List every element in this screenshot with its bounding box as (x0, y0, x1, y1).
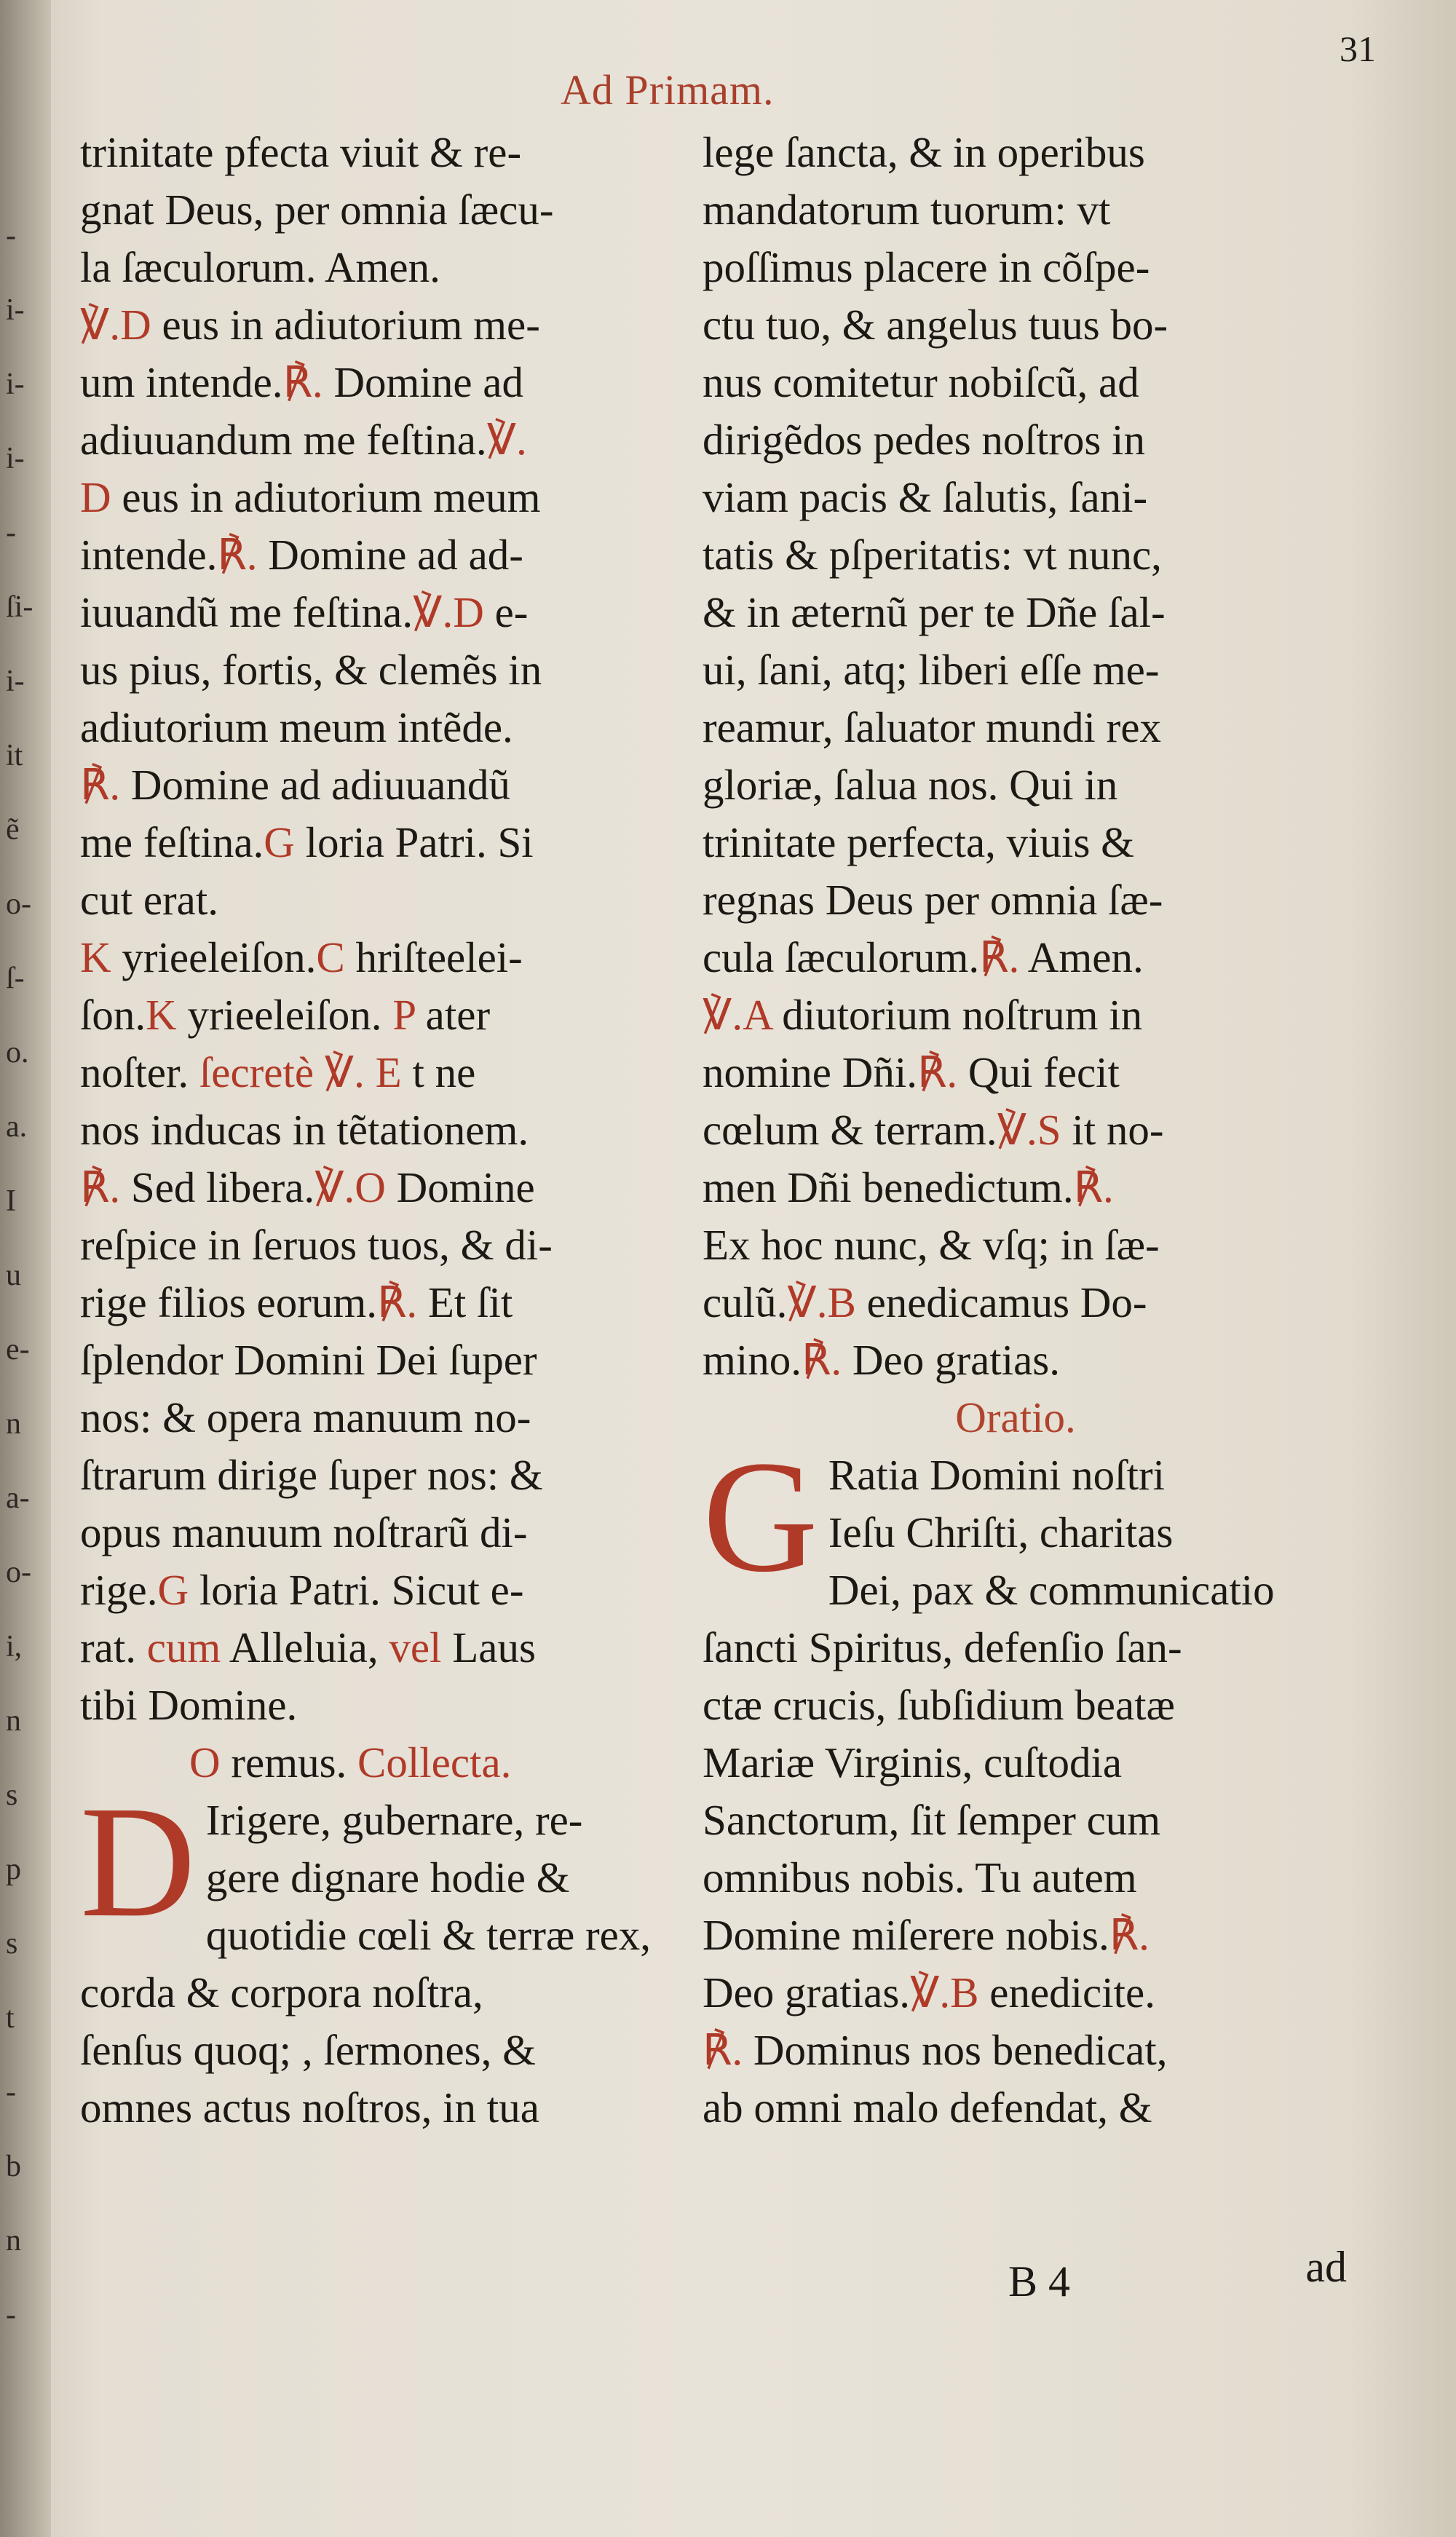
drop-cap-initial: D (80, 1773, 196, 1950)
margin-fragment: s (6, 1778, 18, 1812)
margin-fragment: ſi- (6, 590, 33, 624)
text-run: ater (414, 991, 491, 1039)
text-line (703, 1849, 1329, 1907)
text-run: ab omni malo defendat, & (703, 2083, 1152, 2132)
text-run: Ex hoc nunc, & vſq; in ſæ- (703, 1221, 1160, 1269)
text-line (703, 469, 1329, 526)
rubric-mark: ℟. (1073, 1163, 1114, 1211)
text-run: Ieſu Chriſti, charitas (828, 1508, 1174, 1556)
text-run: loria Patri. Si (294, 818, 534, 866)
left-column (80, 124, 684, 2137)
text-line (703, 584, 1329, 641)
text-run: viam pacis & ſalutis, ſani- (703, 473, 1148, 521)
section-heading: Collecta. (347, 1738, 512, 1786)
margin-fragment: n (6, 1704, 21, 1738)
margin-fragment: o. (6, 1036, 29, 1069)
text-run: enedicamus Do- (855, 1278, 1147, 1326)
text-line (703, 756, 1329, 814)
text-run: hriſteelei- (344, 933, 523, 981)
rubric-mark: ℣.D (413, 588, 484, 636)
rubric-mark: G (264, 818, 295, 866)
text-line (703, 181, 1329, 239)
text-line (80, 1677, 684, 1734)
text-run: e- (483, 588, 529, 636)
text-run: Deo gratias. (842, 1336, 1060, 1384)
rubric-mark: ℟. (80, 761, 121, 809)
text-run: Domine (385, 1163, 535, 1211)
text-run: yrieeleiſon. (176, 991, 393, 1039)
rubric-mark: O (189, 1738, 221, 1786)
margin-fragment: a- (6, 1481, 30, 1515)
text-line (703, 1734, 1329, 1792)
text-line (80, 526, 684, 584)
text-line (80, 2079, 684, 2137)
text-run: Alleluia, (221, 1623, 379, 1671)
text-run: ſon. (80, 991, 146, 1039)
rubric-mark: ℟. (1109, 1911, 1150, 1959)
text-run: Sed libera. (120, 1163, 315, 1211)
text-run: noſter. (80, 1048, 189, 1096)
text-line (703, 1619, 1329, 1677)
text-line (703, 1216, 1329, 1274)
text-line (80, 871, 684, 929)
rubric-mark: ℣.O (314, 1163, 386, 1211)
rubric-mark: ℣.B (787, 1278, 856, 1326)
text-run: omnibus nobis. Tu autem (703, 1853, 1137, 1901)
text-run: Deo gratias. (703, 1968, 911, 2016)
text-run: ui, ſani, atq; liberi eſſe me- (703, 646, 1160, 694)
text-run: omnes actus noſtros, in tua (80, 2083, 539, 2132)
text-line (80, 1619, 684, 1677)
text-line (80, 756, 684, 814)
text-run: lege ſancta, & in operibus (703, 128, 1145, 176)
text-run: ſplendor Domini Dei ſuper (80, 1336, 537, 1384)
text-run: me feſtina. (80, 818, 264, 866)
text-run: iuuandũ me feſtina. (80, 588, 414, 636)
text-run: Et ſit (417, 1278, 513, 1326)
page-number: 31 (1340, 28, 1376, 69)
rubric-mark: P (392, 991, 415, 1039)
margin-fragment: - (6, 2298, 16, 2332)
text-run: nos: & opera manuum no- (80, 1393, 531, 1441)
rubric-mark: G (157, 1566, 189, 1614)
text-line (703, 354, 1329, 411)
text-run: gloriæ, ſalua nos. Qui in (703, 761, 1118, 809)
margin-fragment: - (6, 2075, 16, 2109)
margin-fragment: i- (6, 368, 25, 401)
text-run: & in æternũ per te Dñe ſal- (703, 588, 1166, 636)
text-line (703, 296, 1329, 354)
text-line (80, 1101, 684, 1159)
text-line (80, 411, 684, 469)
text-run: Dei, pax & communicatio (828, 1566, 1275, 1614)
rubric-mark: cum (135, 1623, 221, 1671)
text-run: ctu tuo, & angelus tuus bo- (703, 301, 1168, 349)
text-run: enedicite. (978, 1968, 1155, 2016)
text-line (80, 986, 684, 1044)
text-run: eus in adiutorium meum (111, 473, 541, 521)
rubric-mark: ℟. (377, 1278, 418, 1326)
margin-fragment: - (6, 516, 16, 550)
rubric-mark: D (80, 473, 111, 521)
text-run: tatis & pſperitatis: vt nunc, (703, 531, 1162, 579)
text-line (80, 1964, 684, 2022)
margin-fragment: i- (6, 665, 25, 698)
margin-fragment: ẽ (6, 813, 20, 847)
text-run: ctæ crucis, ſubſidium beatæ (703, 1681, 1175, 1729)
text-line (703, 1274, 1329, 1331)
drop-cap-initial: G (703, 1428, 818, 1605)
rubric-mark: vel (378, 1623, 442, 1671)
text-line (80, 1504, 684, 1562)
text-run: us pius, fortis, & clemẽs in (80, 646, 542, 694)
text-run: reamur, ſaluator mundi rex (703, 703, 1162, 751)
text-line (703, 2022, 1329, 2079)
text-run: cula ſæculorum. (703, 933, 980, 981)
text-run: Qui fecit (957, 1048, 1120, 1096)
text-run: rat. (80, 1623, 136, 1671)
text-line (703, 1964, 1329, 2022)
rubric-mark: ſecretè ℣. E (189, 1048, 402, 1096)
text-line (80, 239, 684, 296)
text-line (703, 1101, 1329, 1159)
text-line (703, 814, 1329, 871)
right-column (703, 124, 1329, 2137)
text-line (80, 699, 684, 756)
text-run: it no- (1061, 1106, 1164, 1154)
margin-fragment: t (6, 2001, 15, 2035)
text-run: Sanctorum, ſit ſemper cum (703, 1796, 1161, 1844)
text-run: opus manuum noſtrarũ di- (80, 1508, 528, 1556)
rubric-mark: ℣.S (997, 1106, 1061, 1154)
collect-paragraph (80, 1773, 684, 2137)
text-line (80, 2022, 684, 2079)
text-line (703, 641, 1329, 699)
text-run: reſpice in ſeruos tuos, & di- (80, 1221, 553, 1269)
margin-fragment: o- (6, 887, 31, 921)
text-run: trinitate perfecta, viuis & (703, 818, 1135, 866)
text-line (80, 584, 684, 641)
rubric-mark: ℟. (282, 358, 323, 406)
text-run: la ſæculorum. Amen. (80, 243, 440, 291)
text-run: Domine ad (323, 358, 523, 406)
rubric-mark: ℟. (217, 531, 258, 579)
margin-fragment: p (6, 1853, 21, 1886)
text-run: diutorium noſtrum in (771, 991, 1143, 1039)
rubric-mark: C (316, 933, 345, 981)
rubric-mark: ℟. (979, 933, 1020, 981)
text-line (703, 929, 1329, 986)
margin-fragment: a. (6, 1110, 28, 1144)
margin-fragment: b (6, 2150, 21, 2183)
text-line (80, 1274, 684, 1331)
text-run: corda & corpora noſtra, (80, 1968, 483, 2016)
text-line (80, 469, 684, 526)
text-line (80, 296, 684, 354)
margin-fragment: u (6, 1259, 21, 1292)
text-run: Mariæ Virginis, cuſtodia (703, 1738, 1123, 1786)
text-line (703, 699, 1329, 756)
text-line (703, 526, 1329, 584)
margin-fragment: i- (6, 442, 25, 475)
margin-fragment: s (6, 1927, 18, 1960)
text-run: Irigere, gubernare, re- (205, 1796, 583, 1844)
text-run: Domine ad adiuuandũ (120, 761, 510, 809)
text-line (80, 1159, 684, 1216)
text-run: rige. (80, 1566, 158, 1614)
text-line (80, 641, 684, 699)
rubric-mark: ℟. (80, 1163, 121, 1211)
text-run: adiuuandum me feſtina. (80, 416, 487, 464)
text-run: quotidie cœli & terræ rex, (205, 1911, 652, 1959)
margin-fragment: it (6, 739, 23, 772)
previous-page-margin (6, 0, 50, 2537)
text-run: dirigẽdos pedes noſtros in (703, 416, 1145, 464)
margin-fragment: i- (6, 293, 25, 327)
text-run: t ne (401, 1048, 476, 1096)
text-run: mandatorum tuorum: vt (703, 186, 1111, 234)
text-run: gnat Deus, per omnia ſæcu- (80, 186, 554, 234)
text-line (703, 1159, 1329, 1216)
text-line (80, 354, 684, 411)
text-line (80, 1389, 684, 1446)
text-run: loria Patri. Sicut e- (189, 1566, 524, 1614)
oratio-heading: Oratio. (955, 1393, 1076, 1441)
oratio-paragraph (703, 1428, 1329, 2137)
text-run: tibi Domine. (80, 1681, 298, 1729)
text-run: yrieeleiſon. (111, 933, 317, 981)
text-run: nomine Dñi. (703, 1048, 917, 1096)
text-line (703, 239, 1329, 296)
text-line (80, 181, 684, 239)
text-run: nos inducas in tẽtationem. (80, 1106, 529, 1154)
text-line (80, 1331, 684, 1389)
text-line (80, 124, 684, 181)
text-line (703, 1792, 1329, 1849)
rubric-mark: ℣.A (703, 991, 772, 1039)
margin-fragment: n (6, 1407, 21, 1441)
text-line (80, 1044, 684, 1101)
text-run: nus comitetur nobiſcũ, ad (703, 358, 1139, 406)
text-run: mino. (703, 1336, 802, 1384)
text-run: eus in adiutorium me- (151, 301, 540, 349)
margin-fragment: o- (6, 1556, 31, 1589)
rubric-mark: ℣.B (910, 1968, 979, 2016)
rubric-mark: ℟. (917, 1048, 958, 1096)
text-line (703, 1331, 1329, 1389)
text-run: cut erat. (80, 876, 218, 924)
text-run: culũ. (703, 1278, 788, 1326)
catchword: ad (1305, 2243, 1347, 2291)
text-line (703, 1677, 1329, 1734)
text-run: Laus (441, 1623, 536, 1671)
margin-fragment: ſ- (6, 962, 25, 995)
text-run: intende. (80, 531, 218, 579)
text-run: adiutorium meum intẽde. (80, 703, 513, 751)
text-run: ſancti Spiritus, defenſio ſan- (703, 1623, 1182, 1671)
text-run: Domine ad ad- (257, 531, 523, 579)
text-run: um intende. (80, 358, 283, 406)
text-line (80, 929, 684, 986)
signature-mark: B 4 (1008, 2257, 1071, 2306)
rubric-mark: ℣. (486, 416, 527, 464)
text-line (703, 871, 1329, 929)
rubric-mark: K (146, 991, 177, 1039)
text-run: remus. (220, 1738, 347, 1786)
text-run: regnas Deus per omnia ſæ- (703, 876, 1163, 924)
running-head: Ad Primam. (561, 66, 775, 114)
text-line (703, 1907, 1329, 1964)
text-line (703, 411, 1329, 469)
text-line (80, 1446, 684, 1504)
text-run: poſſimus placere in cõſpe- (703, 243, 1150, 291)
text-run: rige filios eorum. (80, 1278, 377, 1326)
rubric-mark: ℟. (802, 1336, 842, 1384)
text-run: Domine miſerere nobis. (703, 1911, 1109, 1959)
text-run: Dominus nos benedicat, (743, 2026, 1168, 2074)
text-line (703, 986, 1329, 1044)
rubric-mark: K (80, 933, 111, 981)
text-run: men Dñi benedictum. (703, 1163, 1074, 1211)
margin-fragment: i, (6, 1630, 23, 1663)
margin-fragment: I (6, 1184, 16, 1218)
text-run: gere dignare hodie & (205, 1853, 570, 1901)
text-run: Ratia Domini noſtri (828, 1451, 1166, 1499)
text-line (703, 2079, 1329, 2137)
text-run: ſtrarum dirige ſuper nos: & (80, 1451, 543, 1499)
text-line (80, 1562, 684, 1619)
rubric-mark: ℣.D (80, 301, 151, 349)
text-line (80, 1216, 684, 1274)
text-run: Amen. (1019, 933, 1144, 981)
margin-fragment: - (6, 219, 16, 253)
text-line (703, 1044, 1329, 1101)
text-run: trinitate pfecta viuit & re- (80, 128, 522, 176)
text-line (703, 124, 1329, 181)
text-run: ſenſus quoq; , ſermones, & (80, 2026, 536, 2074)
margin-fragment: n (6, 2224, 21, 2257)
text-run: cœlum & terram. (703, 1106, 997, 1154)
rubric-mark: ℟. (703, 2026, 743, 2074)
margin-fragment: e- (6, 1333, 30, 1366)
text-line (80, 814, 684, 871)
